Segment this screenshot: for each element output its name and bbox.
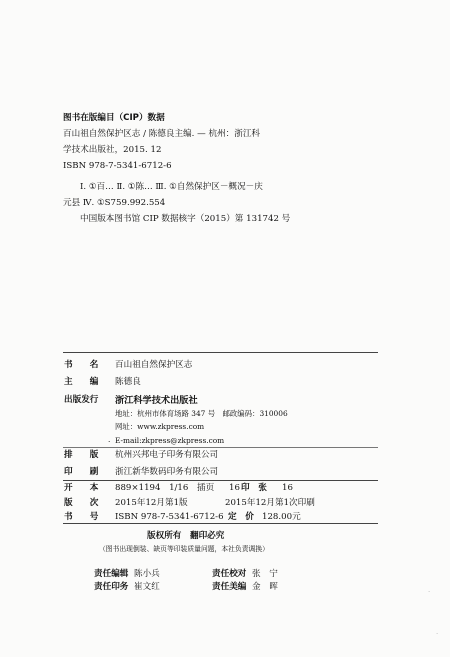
- plates-value: 16: [229, 483, 240, 493]
- publisher-value: 浙江科学技术出版社: [115, 395, 198, 406]
- book-title-label: 书 名: [64, 360, 99, 370]
- typeset-value: 杭州兴邦电子印务有限公司: [115, 450, 219, 460]
- format-label: 开 本: [64, 483, 99, 493]
- staff-proof-value: 张 宁: [252, 569, 278, 579]
- staff-print-value: 崔文红: [134, 582, 160, 592]
- sheets-value: 16: [282, 483, 293, 493]
- publisher-email: E-mail:zkpress@zkpress.com: [115, 436, 225, 445]
- book-title-value: 百山祖自然保护区志: [115, 360, 193, 370]
- cip-isbn: ISBN 978-7-5341-6712-6: [63, 161, 172, 171]
- publisher-email-marker: .: [108, 435, 111, 444]
- plates-label: 插页: [197, 483, 215, 493]
- price-label: 定 价: [228, 512, 254, 522]
- cip-line-1: 百山祖自然保护区志 / 陈德良主编. — 杭州：浙江科: [63, 129, 261, 139]
- editor-label: 主 编: [64, 377, 99, 387]
- isbn-label: 书 号: [64, 512, 99, 522]
- staff-editor-label: 责任编辑: [94, 569, 129, 579]
- cip-record-number: 中国版本图书馆 CIP 数据核字（2015）第 131742 号: [80, 214, 291, 224]
- editor-value: 陈德良: [115, 377, 141, 387]
- cip-classification-1: Ⅰ. ①百… Ⅱ. ①陈… Ⅲ. ①自然保护区－概况－庆: [80, 182, 263, 192]
- price-value: 128.00元: [262, 512, 301, 522]
- divider-bottom: [63, 523, 378, 524]
- publisher-website: 网址：www.zkpress.com: [115, 422, 205, 431]
- copyright-title: 版权所有 翻印必究: [147, 531, 225, 541]
- cip-heading: 图书在版编目（CIP）数据: [63, 113, 165, 123]
- staff-design-label: 责任美编: [212, 582, 247, 592]
- publisher-address: 地址：杭州市体育场路 347 号 邮政编码：310006: [115, 409, 288, 418]
- scan-mark: ·: [428, 588, 431, 596]
- scan-mark: ·: [436, 630, 439, 638]
- edition-value: 2015年12月第1版: [115, 498, 188, 508]
- publisher-label: 出版发行: [64, 395, 99, 405]
- cip-classification-2: 元县 Ⅳ. ①S759.992.554: [63, 198, 166, 208]
- copyright-note: （图书出现倒装、缺页等印装质量问题，本社负责调换）: [99, 545, 269, 553]
- typeset-label: 排 版: [64, 450, 99, 460]
- staff-print-label: 责任印务: [94, 582, 129, 592]
- edition-label: 版 次: [64, 498, 99, 508]
- format-value: 889×1194 1/16: [115, 483, 189, 493]
- staff-proof-label: 责任校对: [212, 569, 247, 579]
- divider-publisher: [63, 447, 378, 448]
- print-label: 印 刷: [64, 467, 99, 477]
- print-value: 浙江新华数码印务有限公司: [115, 467, 219, 477]
- printing-value: 2015年12月第1次印刷: [225, 498, 315, 508]
- staff-design-value: 金 晖: [252, 582, 278, 592]
- isbn-value: ISBN 978-7-5341-6712-6: [115, 512, 224, 522]
- staff-editor-value: 陈小兵: [134, 569, 160, 579]
- divider-middle: [63, 480, 378, 481]
- sheets-label: 印 张: [241, 483, 267, 493]
- divider-top: [63, 352, 378, 353]
- cip-line-2: 学技术出版社，2015. 12: [63, 145, 162, 155]
